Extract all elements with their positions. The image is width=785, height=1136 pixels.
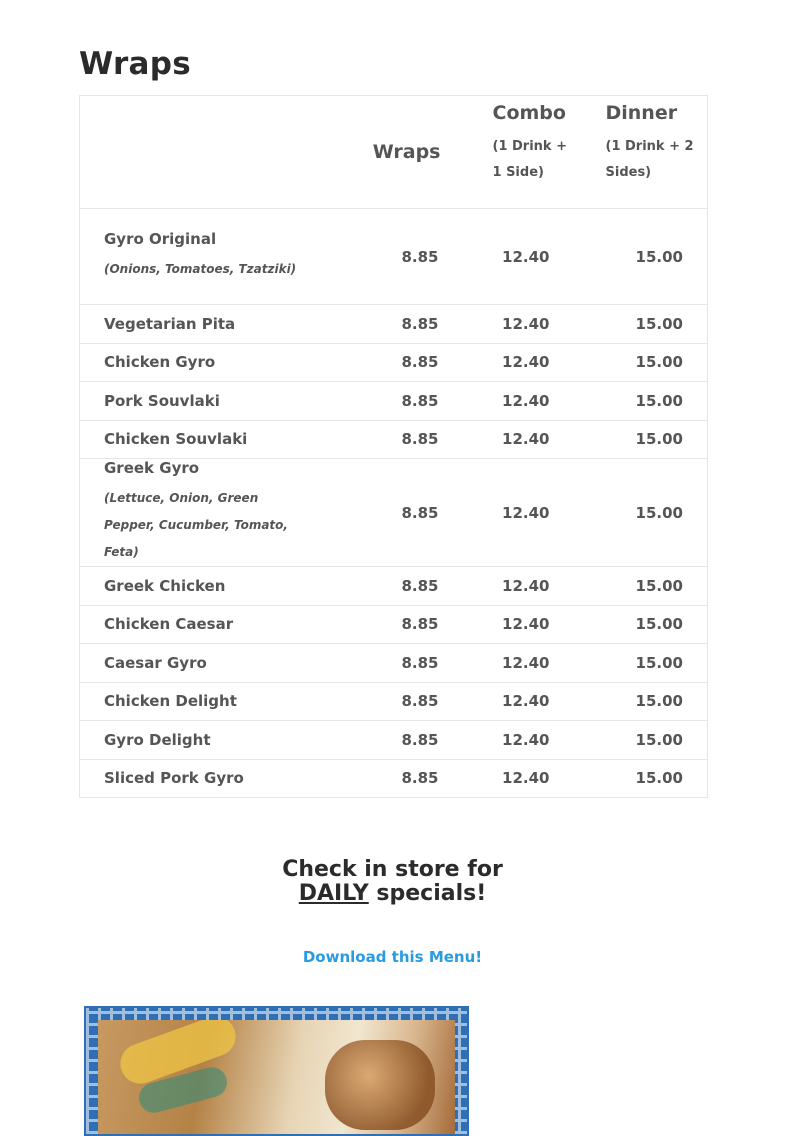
menu-table	[79, 95, 708, 798]
price-combo: 12.40	[459, 420, 572, 459]
price-combo: 12.40	[459, 382, 572, 421]
price-dinner: 15.00	[572, 644, 708, 683]
price-dinner: 15.00	[572, 605, 708, 644]
price-combo: 12.40	[459, 305, 572, 344]
item-name: Chicken Souvlaki	[80, 420, 362, 459]
item-description: (Onions, Tomatoes, Tzatziki)	[104, 262, 297, 276]
header-combo-title: Combo	[492, 102, 566, 124]
price-combo: 12.40	[459, 682, 572, 721]
price-wraps: 8.85	[362, 721, 459, 760]
header-dinner	[572, 96, 708, 209]
item-name: Pork Souvlaki	[80, 382, 362, 421]
table-row	[80, 459, 708, 567]
table-row	[80, 721, 708, 760]
daily-specials-note	[0, 858, 785, 906]
price-combo: 12.40	[459, 644, 572, 683]
price-dinner: 15.00	[572, 682, 708, 721]
item-cell	[80, 459, 362, 567]
table-header-row	[80, 96, 708, 209]
price-combo: 12.40	[459, 459, 572, 567]
item-name: Vegetarian Pita	[80, 305, 362, 344]
table-row	[80, 343, 708, 382]
table-row	[80, 567, 708, 606]
price-wraps: 8.85	[362, 420, 459, 459]
gyro-wrap-image	[98, 1020, 455, 1134]
gyro-photo	[84, 1006, 469, 1136]
header-combo	[459, 96, 572, 209]
header-dinner-title: Dinner	[605, 102, 678, 124]
price-combo: 12.40	[459, 209, 572, 305]
item-name: Gyro Original	[104, 230, 217, 248]
item-cell	[80, 209, 362, 305]
item-name: Chicken Gyro	[80, 343, 362, 382]
table-row	[80, 644, 708, 683]
price-combo: 12.40	[459, 343, 572, 382]
item-name: Greek Gyro	[104, 459, 200, 477]
price-combo: 12.40	[459, 567, 572, 606]
item-description: (Lettuce, Onion, Green Pepper, Cucumber, Tomato, Feta)	[104, 491, 288, 559]
price-wraps: 8.85	[362, 343, 459, 382]
header-dinner-subtitle: (1 Drink + 2 Sides)	[605, 139, 694, 180]
table-row	[80, 305, 708, 344]
price-wraps: 8.85	[362, 382, 459, 421]
price-dinner: 15.00	[572, 721, 708, 760]
item-name: Chicken Caesar	[80, 605, 362, 644]
page-title: Wraps	[79, 46, 191, 82]
specials-line-1: Check in store for	[282, 857, 503, 882]
download-menu-link[interactable]: Download this Menu!	[302, 948, 483, 966]
price-combo: 12.40	[459, 721, 572, 760]
item-name: Caesar Gyro	[80, 644, 362, 683]
table-row	[80, 682, 708, 721]
header-empty-cell	[80, 96, 362, 209]
item-name: Gyro Delight	[80, 721, 362, 760]
table-row	[80, 420, 708, 459]
table-row	[80, 382, 708, 421]
price-dinner: 15.00	[572, 305, 708, 344]
price-wraps: 8.85	[362, 759, 459, 798]
price-wraps: 8.85	[362, 305, 459, 344]
price-dinner: 15.00	[572, 459, 708, 567]
price-wraps: 8.85	[362, 567, 459, 606]
header-wraps: Wraps	[372, 141, 441, 163]
table-row	[80, 605, 708, 644]
item-name: Chicken Delight	[80, 682, 362, 721]
item-name: Greek Chicken	[80, 567, 362, 606]
price-combo: 12.40	[459, 759, 572, 798]
specials-daily-word: DAILY	[298, 881, 369, 906]
price-wraps: 8.85	[362, 209, 459, 305]
price-wraps: 8.85	[362, 644, 459, 683]
price-dinner: 15.00	[572, 209, 708, 305]
table-row	[80, 759, 708, 798]
price-dinner: 15.00	[572, 343, 708, 382]
price-dinner: 15.00	[572, 567, 708, 606]
price-dinner: 15.00	[572, 759, 708, 798]
price-wraps: 8.85	[362, 459, 459, 567]
price-dinner: 15.00	[572, 420, 708, 459]
item-name: Sliced Pork Gyro	[80, 759, 362, 798]
price-dinner: 15.00	[572, 382, 708, 421]
price-wraps: 8.85	[362, 682, 459, 721]
price-combo: 12.40	[459, 605, 572, 644]
specials-line-2: specials!	[368, 881, 487, 906]
table-row	[80, 209, 708, 305]
price-wraps: 8.85	[362, 605, 459, 644]
header-combo-subtitle: (1 Drink + 1 Side)	[492, 139, 567, 180]
